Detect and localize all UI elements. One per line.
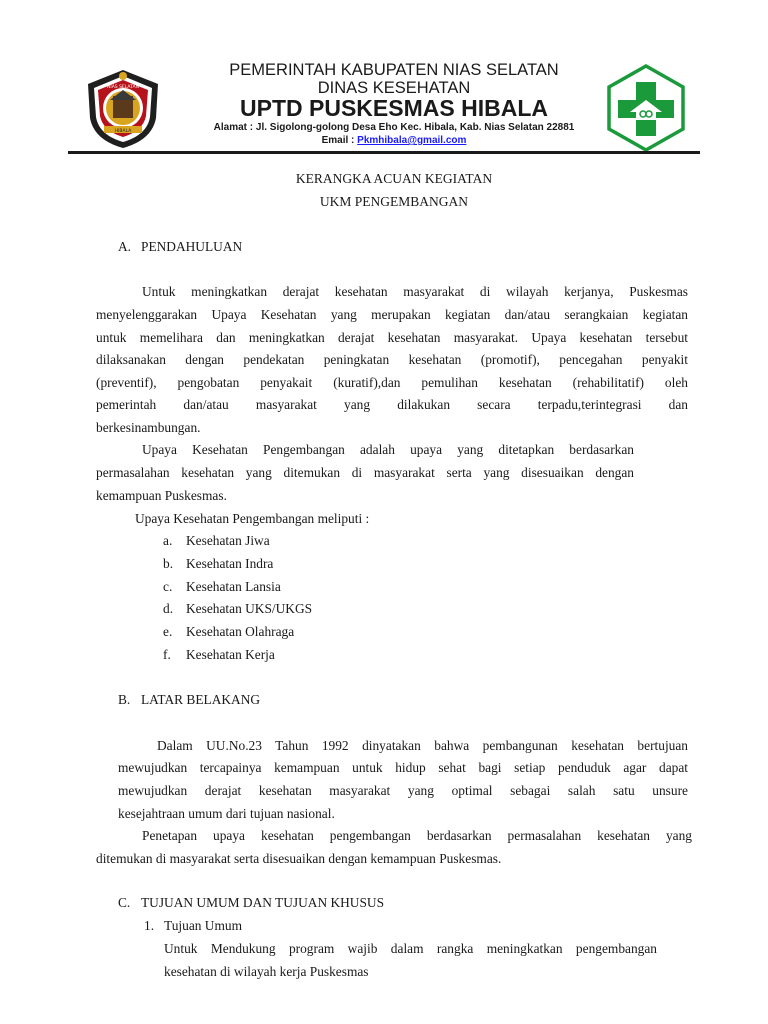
section-a-para1-line7: berkesinambungan. bbox=[96, 420, 201, 435]
section-c-item1-text-line2: kesehatan di wilayah kerja Puskesmas bbox=[164, 964, 369, 979]
email-link[interactable]: Pkmhibala@gmail.com bbox=[357, 135, 467, 146]
email-label: Email : bbox=[321, 135, 358, 146]
document-title: KERANGKA ACUAN KEGIATAN bbox=[295, 171, 493, 186]
section-a-marker: A. bbox=[118, 239, 132, 254]
document-subtitle: UKM PENGEMBANGAN bbox=[319, 194, 469, 209]
list-item: Kesehatan Indra bbox=[186, 556, 274, 571]
letterhead bbox=[0, 0, 768, 160]
section-a-para1-line5: (preventif), pengobatan penyakait (kuratif),dan pemulihan kesehatan (rehabilitatif) oleh bbox=[96, 375, 688, 390]
section-b-para1-line2: mewujudkan tercapainya kemampuan untuk hidup sehat bagi setiap penduduk agar dapat bbox=[118, 760, 688, 775]
regency-seal-logo bbox=[80, 66, 166, 152]
list-item-marker: d. bbox=[163, 601, 174, 616]
section-a-para1-line4: dilaksanakan dengan pendekatan peningkatan kesehatan (promotif), pencegahan penyakit bbox=[96, 352, 688, 367]
section-b-para2-line1: Penetapan upaya kesehatan pengembangan berdasarkan permasalahan kesehatan yang bbox=[142, 828, 692, 843]
list-item-marker: e. bbox=[163, 624, 173, 639]
letterhead-department: DINAS KESEHATAN bbox=[317, 79, 471, 97]
section-c-item1-marker: 1. bbox=[144, 918, 155, 933]
list-item: Kesehatan Lansia bbox=[186, 579, 281, 594]
section-b-para1-line4: kesejahtraan umum dari tujuan nasional. bbox=[118, 806, 335, 821]
section-c-item1-title: Tujuan Umum bbox=[164, 918, 243, 933]
letterhead-divider bbox=[68, 151, 700, 154]
section-c-heading: TUJUAN UMUM DAN TUJUAN KHUSUS bbox=[141, 895, 385, 910]
letterhead-address: Alamat : Jl. Sigolong-golong Desa Eho Kec. Hibala, Kab. Nias Selatan 22881 bbox=[213, 122, 575, 133]
section-a-para2-line1: Upaya Kesehatan Pengembangan adalah upaya yang ditetapkan berdasarkan bbox=[142, 442, 634, 457]
list-item: Kesehatan Olahraga bbox=[186, 624, 295, 639]
section-a-para2-line3: kemampuan Puskesmas. bbox=[96, 488, 227, 503]
list-item-marker: b. bbox=[163, 556, 174, 571]
section-b-marker: B. bbox=[118, 692, 131, 707]
section-b-para2-line2: ditemukan di masyarakat serta disesuaikan dengan kemampuan Puskesmas. bbox=[96, 851, 502, 866]
section-a-para2-line2: permasalahan kesehatan yang ditemukan di masyarakat serta yang disesuaikan dengan bbox=[96, 465, 634, 480]
list-item: Kesehatan Kerja bbox=[186, 647, 275, 662]
seal-text-top: NIAS SELATAN bbox=[107, 85, 139, 90]
letterhead-government: PEMERINTAH KABUPATEN NIAS SELATAN bbox=[229, 61, 559, 79]
seal-text-bottom: HIBALA bbox=[114, 129, 132, 134]
section-b-para1-line1: Dalam UU.No.23 Tahun 1992 dinyatakan bahwa pembangunan kesehatan bertujuan bbox=[157, 738, 688, 753]
puskesmas-logo bbox=[606, 64, 686, 152]
list-item-marker: a. bbox=[163, 533, 173, 548]
section-a-para1-line2: menyelenggarakan Upaya Kesehatan yang merupakan kegiatan dan/atau serangkaian kegiatan bbox=[96, 307, 688, 322]
section-b-para1-line3: mewujudkan derajat kesehatan masyarakat yang optimal sebagai salah satu unsure bbox=[118, 783, 688, 798]
letterhead-institution: UPTD PUSKESMAS HIBALA bbox=[240, 95, 548, 121]
list-item-marker: f. bbox=[163, 647, 171, 662]
letterhead-email-line bbox=[170, 135, 618, 146]
section-a-list-intro: Upaya Kesehatan Pengembangan meliputi : bbox=[135, 511, 370, 526]
list-item: Kesehatan Jiwa bbox=[186, 533, 270, 548]
section-b-heading: LATAR BELAKANG bbox=[141, 692, 261, 707]
list-item: Kesehatan UKS/UKGS bbox=[186, 601, 313, 616]
section-a-para1-line1: Untuk meningkatkan derajat kesehatan masyarakat di wilayah kerjanya, Puskesmas bbox=[142, 284, 688, 299]
section-c-item1-text-line1: Untuk Mendukung program wajib dalam rangka meningkatkan pengembangan bbox=[164, 941, 657, 956]
section-a-heading: PENDAHULUAN bbox=[141, 239, 243, 254]
section-c-marker: C. bbox=[118, 895, 131, 910]
section-a-para1-line6: pemerintah dan/atau masyarakat yang dilakukan secara terpadu,terintegrasi dan bbox=[96, 397, 688, 412]
list-item-marker: c. bbox=[163, 579, 173, 594]
section-a-para1-line3: untuk memelihara dan meningkatkan derajat kesehatan masyarakat. Upaya kesehatan tersebut bbox=[96, 330, 688, 345]
